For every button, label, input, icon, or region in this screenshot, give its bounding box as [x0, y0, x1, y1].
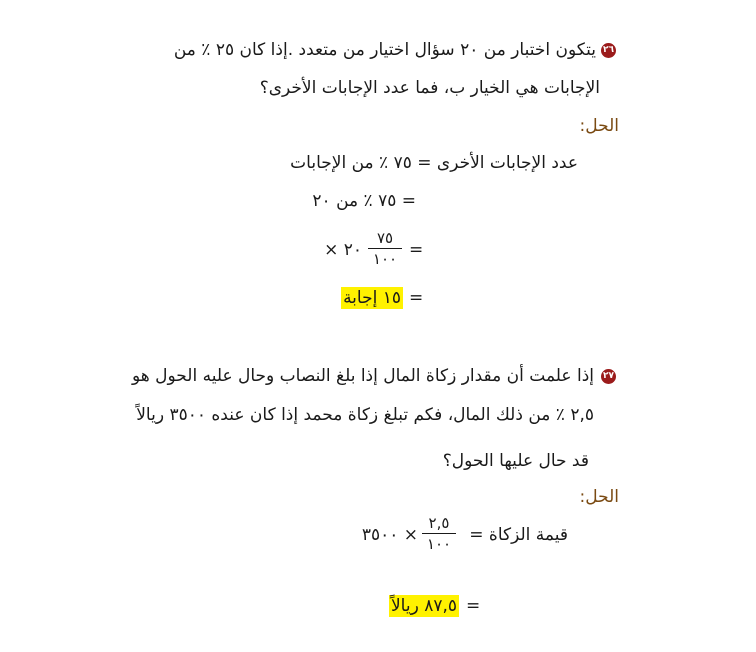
question-26-text-line2: الإجابات هي الخيار ب، فما عدد الإجابات الأخرى؟: [259, 78, 600, 98]
answer-text: ٨٧,٥ ريالاً: [390, 596, 457, 616]
equals-sign: =: [409, 288, 424, 308]
question-27-text-line2: ٢,٥ ٪ من ذلك المال، فكم تبلغ زكاة محمد إذا كان عنده ٣٥٠٠ ريالاً: [136, 405, 594, 425]
solution-label: الحل:: [579, 487, 619, 507]
question-27-text-line1: إذا علمت أن مقدار زكاة المال إذا بلغ النصاب وحال عليه الحول هو: [132, 366, 594, 386]
equals-sign: =: [409, 240, 424, 260]
multiplication-term: × ٢٠: [324, 240, 362, 260]
fraction-bar: [368, 248, 402, 249]
question-number-badge: ٢٦: [601, 43, 616, 58]
fraction-denominator: ١٠٠: [372, 250, 398, 268]
fraction-bar: [422, 533, 456, 534]
equals-sign: =: [466, 596, 481, 616]
question-number-badge: ٢٧: [601, 369, 616, 384]
solution-step-1: عدد الإجابات الأخرى = ٧٥ ٪ من الإجابات: [290, 153, 578, 173]
answer-text: ١٥ إجابة: [343, 288, 401, 308]
answer-highlight: [389, 594, 459, 618]
multiplication-term: ٣٥٠٠ ×: [361, 525, 418, 545]
solution-step-2: = ٧٥ ٪ من ٢٠: [312, 191, 416, 211]
answer-highlight: [341, 286, 403, 310]
fraction: [422, 514, 456, 553]
solution-step-1-label: قيمة الزكاة =: [469, 525, 568, 545]
question-27-text-line3: قد حال عليها الحول؟: [442, 451, 589, 471]
solution-label: الحل:: [579, 116, 619, 136]
fraction-numerator: ٧٥: [376, 229, 394, 247]
fraction-denominator: ١٠٠: [426, 535, 452, 553]
fraction-numerator: ٢,٥: [428, 514, 450, 532]
fraction: [368, 229, 402, 268]
question-26-text-line1: يتكون اختبار من ٢٠ سؤال اختيار من متعدد .إذا كان ٢٥ ٪ من: [173, 40, 596, 60]
